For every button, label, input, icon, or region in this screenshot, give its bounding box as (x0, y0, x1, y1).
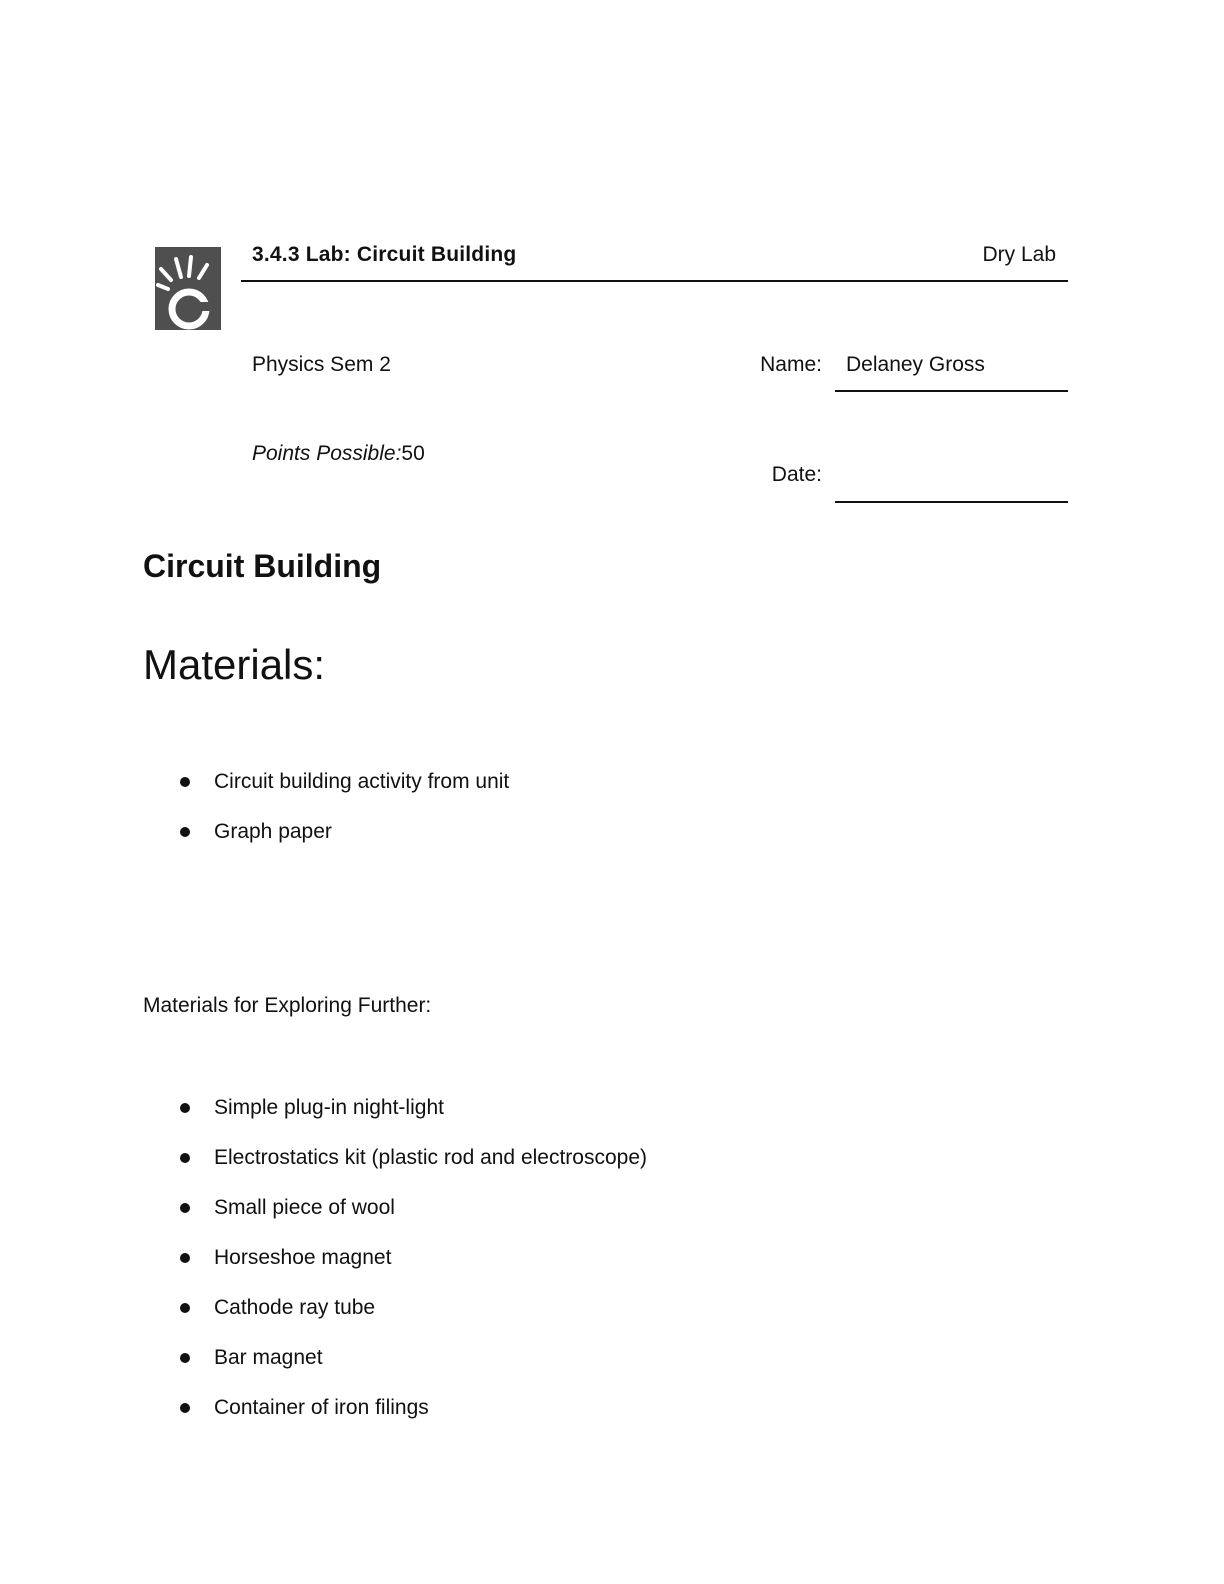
list-item: Electrostatics kit (plastic rod and electroscope) (176, 1145, 647, 1195)
list-item: Graph paper (176, 819, 509, 869)
list-item: Small piece of wool (176, 1195, 647, 1245)
date-label: Date: (771, 463, 822, 486)
list-item: Simple plug-in night-light (176, 1095, 647, 1145)
bullet-icon (180, 1353, 190, 1363)
points-possible (252, 442, 425, 466)
materials-heading: Materials: (143, 641, 326, 688)
course-name: Physics Sem 2 (252, 353, 391, 376)
name-label: Name: (760, 353, 822, 376)
list-item: Circuit building activity from unit (176, 769, 509, 819)
bullet-icon (180, 1203, 190, 1213)
bullet-icon (180, 827, 190, 837)
list-item: Cathode ray tube (176, 1295, 647, 1345)
explore-materials-list (176, 1095, 647, 1445)
bullet-icon (180, 1303, 190, 1313)
lab-title: 3.4.3 Lab: Circuit Building (252, 243, 517, 266)
points-label: Points Possible: (252, 442, 402, 465)
name-underline (835, 390, 1068, 392)
materials-list (176, 769, 509, 869)
bullet-icon (180, 1103, 190, 1113)
bullet-icon (180, 1403, 190, 1413)
points-value: 50 (401, 442, 425, 465)
bullet-icon (180, 777, 190, 787)
date-field[interactable] (835, 501, 1068, 503)
logo-icon (155, 247, 221, 330)
lab-type-label: Dry Lab (982, 243, 1056, 266)
list-item: Bar magnet (176, 1345, 647, 1395)
bullet-icon (180, 1253, 190, 1263)
list-item: Horseshoe magnet (176, 1245, 647, 1295)
section-title: Circuit Building (143, 548, 382, 584)
explore-heading: Materials for Exploring Further: (143, 994, 432, 1017)
list-item: Container of iron filings (176, 1395, 647, 1445)
bullet-icon (180, 1153, 190, 1163)
header-divider (241, 280, 1068, 282)
name-field[interactable]: Delaney Gross (846, 353, 985, 376)
